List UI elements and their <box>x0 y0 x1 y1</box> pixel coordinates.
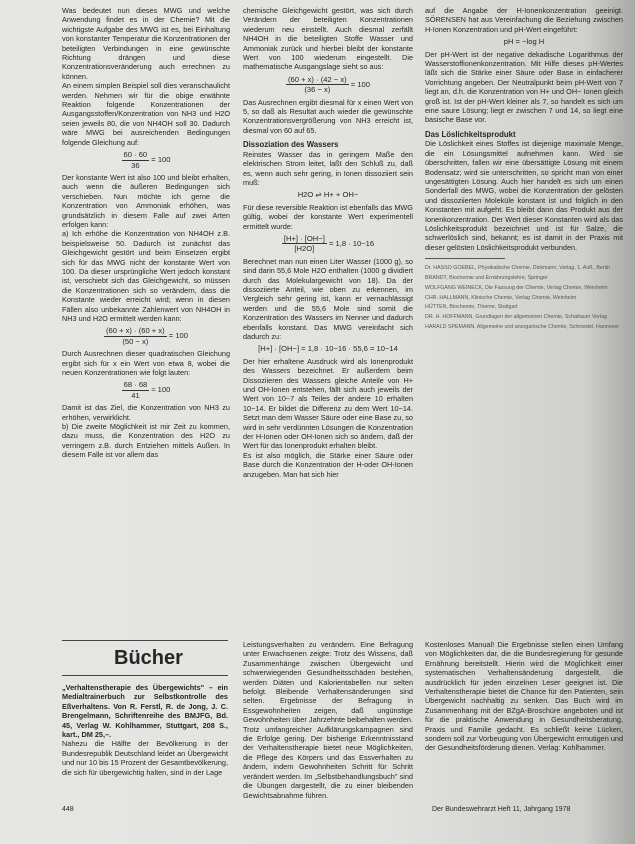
paragraph: Reinstes Wasser das in geringem Maße den elektrischen Strom leitet, laßt den Schluß zu, daß es, wenn auch sehr gering, in Ionen dissoziiert sein muß: <box>243 149 413 187</box>
formula-denominator: [H2O] <box>294 244 315 254</box>
formula-result: = 100 <box>168 331 188 341</box>
paragraph: a) Ich erhöhe die Konzentration von NH4OH z.B. beispielsweise 50. Dadurch ist zunächst das Gleichgewicht gestört und beim Einsetzen ergibt sich für das MWG nicht der konstante Wert von 100. Da dieser ursprüngliche Wert jedoch konstant ist, verschiebt sich das Gleichgewicht, so müssen die Konzentrationen sich so verändern, dass die Konstante wieder erreicht wird; wenn in diesen Fällen also unbekannte Zahlenwert von NH4OH in NH3 und H2O ermittelt werden kann: <box>62 229 230 323</box>
paragraph: Durch Ausrechnen dieser quadratischen Gleichung ergibt sich für x ein Wert von etwa 8, wobei die neuen Konzentrationen wie folgt lauten: <box>62 349 230 378</box>
books-column-1 <box>62 683 228 777</box>
formula-denominator: 36 <box>131 160 140 170</box>
section-heading: Das Löslichkeitsprodukt <box>425 129 516 139</box>
formula-result: = 100 <box>350 79 370 89</box>
formula-numerator: 68 · 68 <box>123 380 148 390</box>
formula-result: ≈ 100 <box>151 385 171 395</box>
formula: pH = −log H <box>503 37 545 47</box>
references <box>425 265 623 331</box>
formula-denominator: (36 − x) <box>304 85 331 95</box>
paragraph: Es ist also möglich, die Stärke einer Säure oder Base durch die Konzentration der H-oder OH-Ionen anzugeben. Man hat sich hier <box>243 450 413 479</box>
paragraph: b) Die zweite Möglichkeit ist mir Zeit zu kommen, dazu muss, die Konzentration des H2O zu verringern z.B. durch Entziehen mittels Außen. In diesem Falle ist vor allem das <box>62 422 230 460</box>
formula-numerator: [H+] · [OH−] <box>283 233 325 243</box>
formula <box>62 150 230 170</box>
paragraph: Der pH-Wert ist der negative dekadische Logarithmus der Wasserstoffionenkonzentration. Mit Hilfe dieses pH-Wertes läßt sich die Stärke einer Säure oder Base in einfacherer Vorrichtung angeben. Der Neutralpunkt beim pH-Wert von 7 liegt an, d.h. die Konzentration von H+ und OH− Ionen gleich groß ist. Ist der pH-Wert kleiner als 7, so handelt es sich um eine saure Lösung; liegt er zwischen 7 und 14, so liegt eine basische Base vor. <box>425 49 623 125</box>
formula-numerator: (60 + x) · (60 + x) <box>105 326 165 336</box>
paragraph: Der konstante Wert ist also 100 und bleibt erhalten, auch wenn die äußeren Bedingungen sich verschieben. Nun möchte ich gerne die Konzentration von Ammoniak erhöhen, was grundsätzlich in diesem Falle auf zwei Arten erfolgen kann: <box>62 172 230 229</box>
formula-numerator: 60 · 60 <box>123 150 148 160</box>
paragraph: auf die Angabe der H-Ionenkonzentration geeinigt. SÖRENSEN hat aus Vereinfachung die Beziehung zwischen H-Ionen Konzentration und pH-Wert eingeführt: <box>425 6 623 34</box>
section-heading: Dissoziation des Wassers <box>243 140 339 150</box>
paragraph: Damit ist das Ziel, die Konzentration von NH3 zu erhöhen, verwirklicht. <box>62 403 230 422</box>
formula <box>243 234 413 254</box>
formula: [H+] · [OH−] = 1,8 · 10−16 · 55,6 = 10−14 <box>258 344 398 354</box>
paragraph: chemische Gleichgewicht gestört, was sich durch Verändern der beteiligten Konzentrationen wiederum neu einstellt. Auch diesmal zerfällt NH4OH in die beteiligten Stoffe Wasser und Ammoniak zurück und hierbei bleibt der konstante Wert von 100 wiederum eingestellt. Die mathematische Ausgangslage sieht so aus: <box>243 6 413 72</box>
formula-denominator: (50 − x) <box>122 336 149 346</box>
formula-numerator: (60 + x) · (42 − x) <box>287 74 347 84</box>
reference-item: HARALD SPEMANN, Allgemeine und anorganische Chemie, Schroedel, Hannover <box>425 323 620 330</box>
books-column-2 <box>243 640 413 800</box>
formula: H2O ⇌ H+ + OH− <box>297 190 359 200</box>
journal-footer: Der Bundeswehrarzt Heft 11, Jahrgang 1978 <box>432 806 571 813</box>
reference-item: CHR. HALLMANN, Klinische Chemie, Verlag Chemie, Weinheim <box>425 294 577 301</box>
books-column-3 <box>425 640 623 753</box>
column-3 <box>425 6 623 334</box>
reference-item: Dr. HASSO GOEBEL, Physikalische Chemie, Dickmann, Verlag, 1. Aufl., Berlin <box>425 265 610 272</box>
reference-item: WOLFGANG WEINECK, Die Fassung der Chemie, Verlag Chemie, Weinheim <box>425 284 608 291</box>
formula-denominator: 41 <box>131 390 140 400</box>
books-heading: Bücher <box>62 640 228 676</box>
paragraph: An einem simplen Beispiel soll dies veranschaulicht werden. Nehmen wir für die obige erwähnte Reaktion folgende Konzentrationen der Ausgangsstoffen/Konzentration von NH3 und H2O seien jeweils 80, die von NH4OH soll 30. Dadurch wäre MWG bei ausreichenden Bedingungen folgende Gleichung auf: <box>62 81 230 147</box>
paragraph: Der hier erhaltene Ausdruck wird als Ionenprodukt des Wassers bezeichnet. Er außerdem beim Dissoziieren des Wassers gleiche Anteile von H+ und OH-Ionen entstehen, fällt sich auch jeweils der Wert von 10−7 als Teiles der andere 10 erhalten 10−14. Er bildet die Differenz zu dem Wert 10−14. Setzt man dem Wasser Säure oder eine Base zu, so wird in sehr verdünnten Lösungen die Konzentration der H-Ionen oder OH-Ionen sich so ändern, daß der Wert für das Ionenprodukt erhalten bleibt. <box>243 356 413 451</box>
paragraph: Berechnet man nun einen Liter Wasser (1000 g), so sind darin 55,6 Mole H2O enthalten (1000 g dividiert durch das Molekulargewicht von 18). Da der dissoziierte Anteil, wie oben zu erkennen, im Vergleich sehr gering ist, kann er vernachlässigt werden und die 55,6 Mole sind somit die Konzentration des Wassers im Nenner und dadurch ebenfalls konstant. Das MWG vereinfacht sich dadurch zu: <box>243 256 413 341</box>
reference-item: HÜTTEN, Biochemie, Thieme, Stuttgart <box>425 304 518 311</box>
column-1 <box>62 6 230 460</box>
reference-item: BRANDT, Biochemie und Ernährungslehre, Springer <box>425 274 548 281</box>
page-number: 448 <box>62 806 74 813</box>
reference-item: DR. H. HOFFMANN, Grundlagen der allgemeinen Chemie, Schattauer Verlag <box>425 314 607 321</box>
formula-result: = 1,8 · 10−16 <box>328 238 375 248</box>
column-2 <box>243 6 413 479</box>
paragraph: Kostenloses Manual! Die Ergebnisse stellen einen Umfang von Möglichkeiten dar, die die Bundesregierung für gesunde Ernährung bereitstellt. Hierin wird die Möglichkeit einer systematischen Verhaltensänderung dargestellt, die ausdrücklich für jeden einzelnen Leser geeignet ist. Die Verhaltenstherapie bietet die Chance für den Patienten, sein Übergewicht nachhaltig zu senken. Das Buch wird im Zusammenhang mit der BZgA-Broschüre angeboten und ist für die praktische Anwendung in Gesundheitsberatung, Praxis und Familie gedacht. Es schließt keine Lücken, sondern soll zur Vorbeugung von Übergewicht ermutigen und der Gesundheitsförderung dienen. Verlag: Kohlhammer. <box>425 640 623 753</box>
formula <box>62 380 230 400</box>
paragraph: Die Löslichkeit eines Stoffes ist diejenige maximale Menge, die ein Lösungsmittel aufnehmen kann. Wird sie überschritten, fallen wir eine übersättigte Lösung mit einem Bodensatz; wird sie unterschritten, so spricht man von einer ungesättigten Lösung. Auch hier handelt es sich um einen Sonderfall des MWG, wobei die Konzentration der gelösten und dissoziierten Moleküle konstant ist und folglich in den Konstanten mit aufgeht. Es bleibt dann das Produkt aus der Ionenkonzentration. Der Wert dieser Konstanten wird als das Löslichkeitsprodukt bezeichnet und ist für Salze, die schwerlöslich sind, bekannt; es ist damit in der Praxis mit dieser gelösten Löslichkeitsprodukt verbunden. <box>425 139 623 252</box>
paragraph: Nahezu die Hälfte der Bevölkerung in der Bundesrepublik Deutschland leidet an Übergewicht und nur 10 bis 15 Prozent der Gesamtbevölkerung, die sich für übergewichtig halten, sind in der Lage <box>62 739 228 777</box>
divider <box>425 258 505 259</box>
book-entry: „Verhaltenstherapie des Übergewichts" – ein Medialtrainerbuch zur Selbstkontrolle des Eßverhaltens. Von R. Ferstl, R. de Jong, J. C. Brengelmann, Schriftenreihe des BMJFG, Bd. 45, Verlag W. Kohlhammer, Stuttgart, 208 S., kart., DM 25,–. <box>62 683 228 740</box>
formula <box>243 75 413 95</box>
formula <box>62 326 230 346</box>
paragraph: Leistungsverhalten zu verändern. Eine Befragung unter Erwachsenen zeigte: Trotz des Wissens, daß Zusammenhänge zwischen Übergewicht und schwerwiegenden Gesundheitsschäden bestehen, werden Diäten und Kalorientabellen nur selten befolgt. Bleibende Verhaltensänderungen sind selten. Ergebnisse der Befragung in Essgewohnheiten zeigen, daß ungünstige Gewohnheiten über Jahrzehnte beibehalten werden. Trotz umfangreicher Aufklärungskampagnen sind die Erfolge gering. Der bisherige Erkenntnisstand der Verhaltenstherapie bietet neue Möglichkeiten, die Pflege des Körpers und das Essverhalten zu ändern, indem Gewohnheiten Schritt für Schritt verändert werden. Im „Selbstbehandlungsbuch" sind die Übungen dargestellt, die zu einer bleibenden Gewichtsabnahme führen. <box>243 640 413 800</box>
paragraph: Was bedeutet nun dieses MWG und welche Anwendung findet es in der Chemie? Mit die wichtigste Aufgabe des MWG ist es, bei Einhaltung von konstanter Temperatur die Konzentrationen der beteiligten Verbindungen in eine gewünschte Richtung drängen und diese Konzentrationsveränderung auch errechnen zu können. <box>62 6 230 81</box>
paragraph: Das Ausrechnen ergibt diesmal für x einen Wert von 5, so daß als Resultat auch wieder die gewünschte Konzentrationsvergrößerung von NH3 erreicht ist, diesmal von 60 auf 65. <box>243 97 413 135</box>
paragraph: Für diese reversible Reaktion ist ebenfalls das MWG gültig, wobei der konstante Wert experimentell ermittelt wurde: <box>243 202 413 231</box>
formula-result: = 100 <box>151 155 171 164</box>
